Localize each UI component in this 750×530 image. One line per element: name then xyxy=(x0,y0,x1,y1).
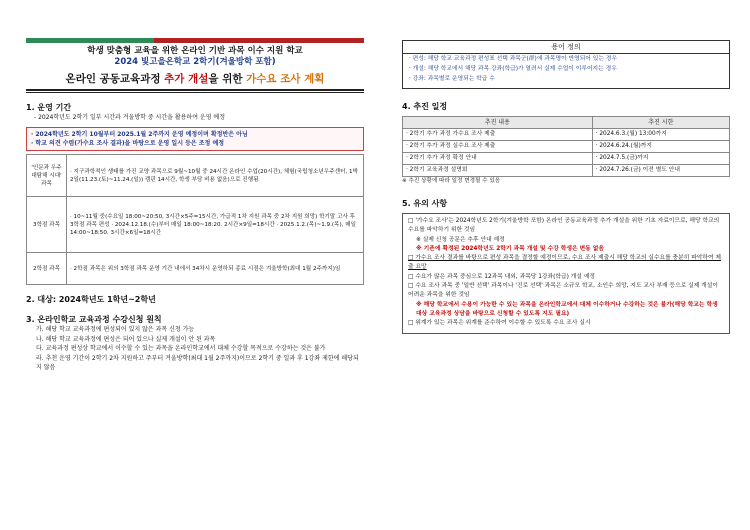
definition-box xyxy=(402,40,730,89)
row-label: '인문과 우주 대탐해 시대' 과목 xyxy=(27,155,67,197)
deadline-cell: · 2024.7.5.(금)까지 xyxy=(592,153,729,165)
row-label: 3학점 과목 xyxy=(27,197,67,253)
table-row xyxy=(403,129,730,141)
deadline-cell: · 2024.7.26.(금) 이전 별도 안내 xyxy=(592,165,729,177)
task-cell: · 2학기 추가 과정 실수요 조사 제출 xyxy=(403,141,593,153)
table-header-row xyxy=(403,117,730,129)
table-row xyxy=(403,153,730,165)
section-5-heading: 5. 유의 사항 xyxy=(402,199,448,208)
deadline-cell: · 2024.6.3.(월) 13:00까지 xyxy=(592,129,729,141)
period-notice-box xyxy=(26,127,364,151)
period-notice-line-1: · 2024학년도 2학기 10월부터 2025.1월 2주까지 운영 예정이며 확정반은 아님 xyxy=(31,131,248,138)
table-row xyxy=(403,141,730,153)
section-3-heading: 3. 온라인학교 교육과정 수강신청 원칙 xyxy=(26,315,162,324)
period-notice-line-2: · 학교 의견 수렴(가수요 조사 결과)을 바탕으로 운영 일시 등은 조정 예정 xyxy=(31,140,225,147)
document-title: 온라인 공동교육과정 추가 개설을 위한 가수요 조사 계획 xyxy=(65,73,325,85)
principle-item: 다. 교육과정 편성상 학교에서 이수할 수 있는 과목을 온라인학교에서 대체 수강할 목적으로 수강하는 것은 불가 xyxy=(36,345,326,352)
caution-subnote: ※ 실제 신청 공문은 추후 안내 예정 xyxy=(416,236,505,243)
caution-item: □ 수요가 많은 과목 중심으로 12과목 내외, 과목당 1강좌(학급) 개설 예정 xyxy=(408,273,595,280)
section-4-heading: 4. 추진 일정 xyxy=(402,102,448,111)
deadline-cell: · 2024.6.24.(월)까지 xyxy=(592,141,729,153)
definition-line: · 강좌: 과목별로 운영되는 학급 수 xyxy=(409,76,495,82)
schedule-table xyxy=(402,116,730,177)
column-header-task: 추진 내용 xyxy=(403,117,593,129)
column-header-deadline: 추진 시한 xyxy=(592,117,729,129)
principle-item: 가. 해당 학교 교육과정에 편성되어 있지 않은 과목 신청 가능 xyxy=(36,326,195,333)
table-row xyxy=(403,165,730,177)
task-cell: · 2학기 추가 과정 확정 안내 xyxy=(403,153,593,165)
caution-subnote: ※ 기존에 확정된 2024학년도 2학기 과목 개설 및 수강 학생은 변동 없음 xyxy=(416,245,604,252)
period-schedule-table xyxy=(26,154,364,285)
right-column xyxy=(402,40,730,334)
left-column xyxy=(26,38,364,373)
section-1-heading: 1. 운영 기간 xyxy=(26,103,72,112)
definition-line: · 개설: 해당 학교에서 해당 과목 강좌(학급)가 열려서 실제 수업이 이루어지는 경우 xyxy=(409,66,617,72)
header-line-2: 2024 빛고을온학교 2학기(겨울방학 포함) xyxy=(114,57,276,67)
document-header xyxy=(26,46,364,86)
caution-box xyxy=(402,213,730,334)
table-row xyxy=(27,197,364,253)
table-row xyxy=(27,155,364,197)
table-row xyxy=(27,253,364,285)
row-text: · 2학점 과목은 위의 3학점 과목 운영 기간 내에서 34차시 운영하되 종료 시점은 겨울방학(최대 1월 2주까지)임 xyxy=(67,253,364,285)
header-line-1: 학생 맞춤형 교육을 위한 온라인 기반 과목 이수 지원 학교 xyxy=(87,46,303,56)
header-color-bar xyxy=(26,38,364,43)
caution-item: □ '가수요 조사'는 2024학년도 2학기(겨울방학 포함) 온라인 공동교육과정 추가 개설을 위한 기초 자료이므로, 해당 학교의 수요를 파악하기 위한 것임 xyxy=(408,218,720,234)
schedule-note: ※ 추진 상황에 따라 일정 변경될 수 있음 xyxy=(402,178,501,184)
definition-line: · 편성: 해당 학교 교육과정 편성표 선택 과목군(群)에 과목명이 반영되어 있는 경우 xyxy=(409,56,617,62)
principle-item: 라. 추천 운영 기간이 2학기 2차 지원하고 주부터 겨울방학(최대 1월 2주까지)이므로 2학기 중 일과 후 1강좌 제한에 해당되지 않음 xyxy=(36,354,359,371)
caution-item: □ 위계가 있는 과목은 위계를 준수하여 이수할 수 있도록 수요 조사 실시 xyxy=(408,320,591,327)
caution-item: □ 수요 조사 과목 중 '일반 선택' 과목이나 '진로 선택' 과목은 소규모 학교, 소인수 희망, 지도 교사 부재 등으로 실제 개설이 어려운 과목을 위한 것임 xyxy=(408,283,718,299)
task-cell: · 2학기 교육과정 설명회 xyxy=(403,165,593,177)
row-label: 2학점 과목 xyxy=(27,253,67,285)
caution-subnote: ※ 해당 학교에서 수용이 가능한 수 있는 과목을 온라인학교에서 대체 이수하거나 수강하는 것은 불가(해당 학교는 학생 대상 교육과정 상담을 바탕으로 신청할 수 있도록 지도 필요) xyxy=(416,301,718,317)
title-divider xyxy=(26,89,364,93)
definition-title: 용어 정의 xyxy=(403,41,729,54)
row-text: · 10~11월 중(수요일 18:00~20:50, 3시간×5주=15시간, 가급적 1차 지원 과목 중 2차 지원 희망) 학기말 고사 후 3학점 과목 편성 · 2024.12.18.(수)부터 매일 18:00~18:20. 2시간×9일=18시간 · 2025.1.2.(목)~1.9.(목), 매일 14:00~18:50. 3시간×6일=18시간 xyxy=(67,197,364,253)
section-2-heading: 2. 대상: 2024학년도 1학년~2학년 xyxy=(26,295,156,304)
row-text: · 지구과학적인 생태를 가진 교양 과목으로 9월~10월 중 24시간 온라인 수업(20시간), 체험(국립청소년우주센터, 1박 2일(11.23.(토)~11.24.(일)) 캠핀 14시간, 학생 부담 비용 없음)으로 진행됨 xyxy=(67,155,364,197)
principle-item: 나. 해당 학교 교육과정에 편성은 되어 있으나 실제 개설이 안 된 과목 xyxy=(36,335,216,343)
caution-item: □ 가수요 조사 결과를 바탕으로 편성 과목을 결정할 예정이므로, 수요 조사 제출시 해당 학교의 실수요를 충분히 파악하여 제출 요망 xyxy=(408,255,722,271)
task-cell: · 2학기 추가 과정 가수요 조사 제출 xyxy=(403,129,593,141)
section-1-note: - 2024학년도 2학기 일부 시간과 겨울방학 중 시간을 활용하여 운영 예정 xyxy=(34,114,226,121)
